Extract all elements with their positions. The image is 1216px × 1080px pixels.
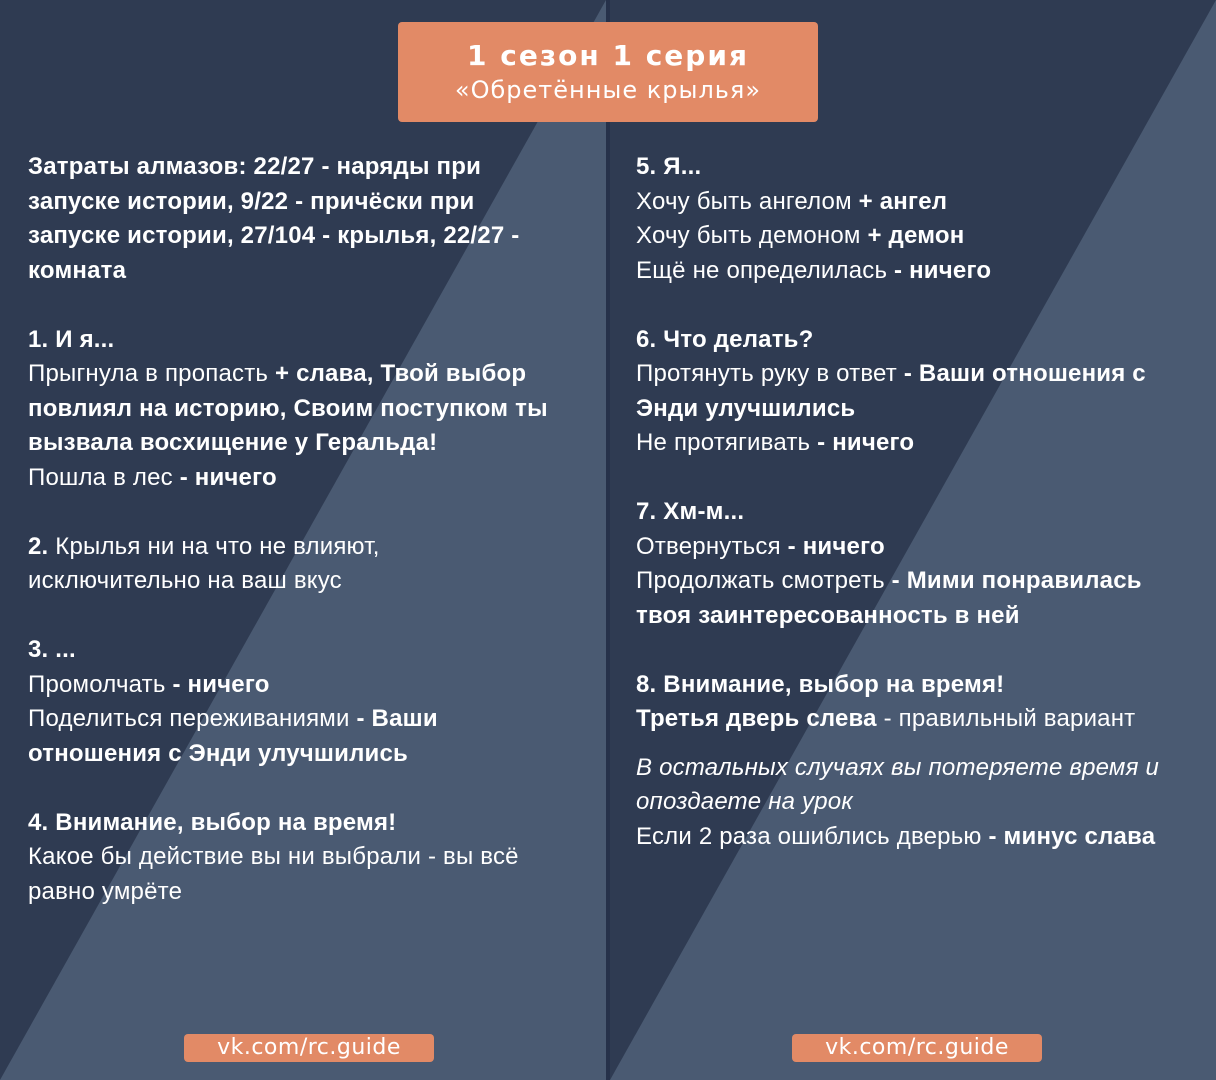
costs-line: комната [28,256,127,284]
choice-8-heading: 8. Внимание, выбор на время! [636,670,1005,698]
choice-6-option-2-result: - ничего [817,429,915,456]
footer-link-right: vk.com/rc.guide [792,1034,1042,1062]
choice-1-option-1-result-cont: повлиял на историю, Своим поступком ты [28,394,548,422]
choice-8-correct-option-note: - правильный вариант [883,705,1136,732]
choice-6 [636,323,1201,461]
season-episode-title: 1 сезон 1 серия [467,39,749,72]
choice-7 [636,495,1201,633]
right-column [636,150,1201,889]
choice-8-option-2-result: - минус слава [988,822,1156,850]
choice-4-text-cont: равно умрёте [28,877,183,905]
choice-5-option-2: Хочу быть демоном [636,222,861,249]
left-column [28,150,588,944]
choice-1-option-2: Пошла в лес [28,463,173,491]
choice-3-option-2-result-cont: отношения с Энди улучшились [28,739,408,767]
choice-8-option-2: Если 2 раза ошиблись дверью [636,822,982,850]
choice-8-correct-option: Третья дверь слева [636,705,877,732]
choice-8 [636,668,1201,855]
choice-7-option-1: Отвернуться [636,532,781,560]
choice-3-heading: 3. ... [28,636,76,663]
choice-1-option-1-result-cont: вызвала восхищение у Геральда! [28,429,438,456]
choice-6-option-2: Не протягивать [636,429,811,456]
choice-6-heading: 6. Что делать? [636,325,814,353]
choice-6-option-1-result: - Ваши отношения с [903,360,1146,387]
choice-6-option-1-result-cont: Энди улучшились [636,394,856,422]
choice-3-option-1: Промолчать [28,670,166,698]
choice-1-heading: 1. И я... [28,325,115,353]
choice-3-option-2: Поделиться переживаниями [28,705,350,732]
choice-6-option-1: Протянуть руку в ответ [636,360,897,387]
choice-7-heading: 7. Хм-м... [636,498,745,525]
panel-divider [606,0,610,1080]
costs-line: Затраты алмазов: 22/27 - наряды при [28,153,482,180]
choice-7-option-2-result-cont: твоя заинтересованность в ней [636,601,1020,629]
choice-5-option-2-result: + демон [867,222,965,249]
title-banner [398,22,818,122]
choice-8-note-cont: опоздаете на урок [636,788,853,815]
footer-link-left: vk.com/rc.guide [184,1034,434,1062]
choice-7-option-2: Продолжать смотреть [636,567,885,594]
costs-line: запуске истории, 27/104 - крылья, 22/27 - [28,222,520,249]
choice-5-option-1: Хочу быть ангелом [636,187,852,215]
choice-4-text: Какое бы действие вы ни выбрали - вы всё [28,843,519,870]
choice-2-text-cont: исключительно на ваш вкус [28,567,342,594]
choice-1 [28,323,588,496]
choice-5 [636,150,1201,288]
choice-8-note: В остальных случаях вы потеряете время и [636,753,1160,781]
choice-1-option-2-result: - ничего [179,463,277,491]
episode-name: «Обретённые крылья» [454,76,762,104]
choice-7-option-2-result: - Мими понравилась [891,567,1142,594]
choice-1-option-1-result: + слава, Твой выбор [274,360,527,387]
choice-2-number: 2. [28,532,49,560]
choice-4 [28,806,588,910]
choice-5-option-3-result: - ничего [894,256,992,284]
choice-2-text: Крылья ни на что не влияют, [55,532,380,560]
choice-3-option-2-result: - Ваши [356,705,438,732]
choice-2 [28,530,588,599]
choice-1-option-1: Прыгнула в пропасть [28,360,269,387]
choice-3 [28,633,588,771]
costs-line: запуске истории, 9/22 - причёски при [28,187,475,215]
choice-5-heading: 5. Я... [636,153,702,180]
choice-5-option-1-result: + ангел [858,187,948,215]
choice-4-heading: 4. Внимание, выбор на время! [28,808,397,836]
choice-7-option-1-result: - ничего [787,532,885,560]
diamond-costs [28,150,588,288]
choice-3-option-1-result: - ничего [172,670,270,698]
choice-5-option-3: Ещё не определилась [636,256,888,284]
